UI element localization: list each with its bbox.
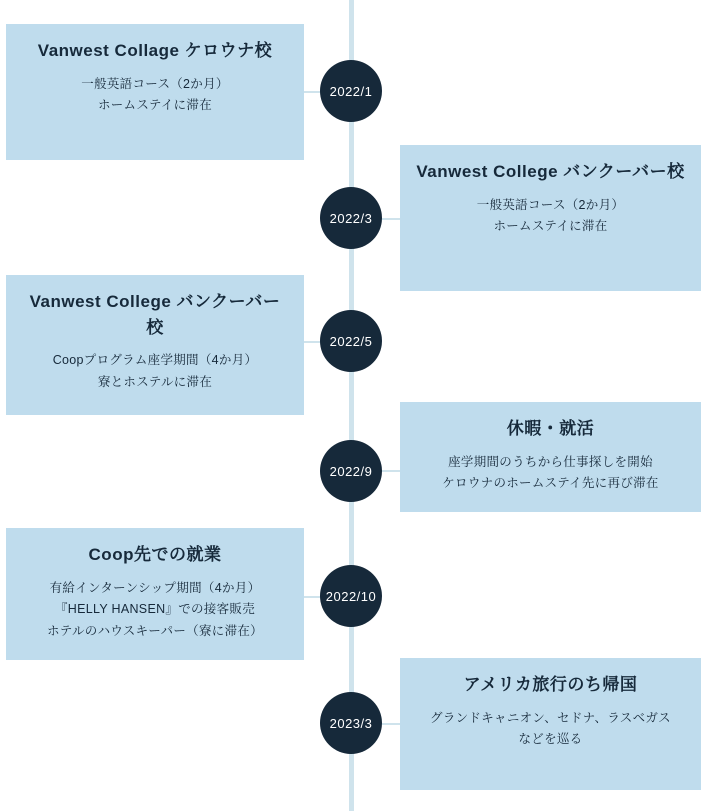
timeline-card-line: グランドキャニオン、セドナ、ラスベガス — [430, 710, 671, 725]
timeline-card-line: 『HELLY HANSEN』での接客販売 — [54, 602, 256, 617]
timeline-card-line: ホームステイに滞在 — [493, 219, 608, 234]
timeline-card — [400, 145, 701, 291]
timeline-card-title: Vanwest College バンクーバー校 — [29, 292, 281, 337]
timeline-card-line: 一般英語コース（2か月） — [81, 76, 229, 91]
timeline-connector — [382, 470, 402, 472]
timeline-node-date: 2022/10 — [325, 588, 377, 604]
timeline-node — [320, 187, 382, 249]
timeline-card-title: アメリカ旅行のち帰国 — [463, 675, 638, 694]
timeline-card-lines — [22, 350, 288, 394]
timeline-card-line: 座学期間のうちから仕事探しを開始 — [448, 454, 653, 469]
timeline-node-date: 2022/3 — [329, 210, 373, 226]
timeline-card-line: ホテルのハウスキーパー（寮に滞在） — [47, 624, 263, 639]
timeline-card-lines — [416, 708, 685, 752]
timeline-card — [400, 402, 701, 512]
timeline-node-date: 2022/1 — [329, 83, 373, 99]
timeline-card-line: 有給インターンシップ期間（4か月） — [49, 580, 261, 595]
timeline-node-date: 2022/5 — [329, 333, 373, 349]
timeline-card-line: などを巡る — [518, 732, 583, 747]
timeline-card-lines — [22, 578, 288, 644]
timeline-card-lines — [416, 452, 685, 496]
timeline-card — [400, 658, 701, 790]
timeline-card — [6, 24, 304, 160]
timeline-card — [6, 275, 304, 415]
timeline-node — [320, 310, 382, 372]
timeline-card-lines — [416, 195, 685, 239]
timeline-node — [320, 440, 382, 502]
timeline-card-title: 休暇・就活 — [506, 419, 595, 438]
timeline-card — [6, 528, 304, 660]
timeline-card-line: ケロウナのホームステイ先に再び滞在 — [442, 476, 659, 491]
timeline-card-line: 寮とホステルに滞在 — [97, 374, 213, 389]
timeline-card-line: Coopプログラム座学期間（4か月） — [52, 353, 258, 367]
timeline-card-title: Coop先での就業 — [88, 545, 222, 564]
timeline-connector — [382, 723, 402, 725]
timeline-node-date: 2022/9 — [329, 463, 373, 479]
timeline-card-lines — [22, 74, 288, 118]
timeline-node-date: 2023/3 — [329, 715, 373, 731]
timeline-card-title: Vanwest College バンクーバー校 — [416, 162, 685, 181]
timeline-card-title: Vanwest Collage ケロウナ校 — [37, 41, 273, 60]
timeline-connector — [382, 218, 402, 220]
timeline-node — [320, 60, 382, 122]
timeline-node — [320, 565, 382, 627]
timeline-card-line: 一般英語コース（2か月） — [476, 197, 625, 212]
timeline-card-line: ホームステイに滞在 — [97, 98, 213, 113]
timeline-node — [320, 692, 382, 754]
